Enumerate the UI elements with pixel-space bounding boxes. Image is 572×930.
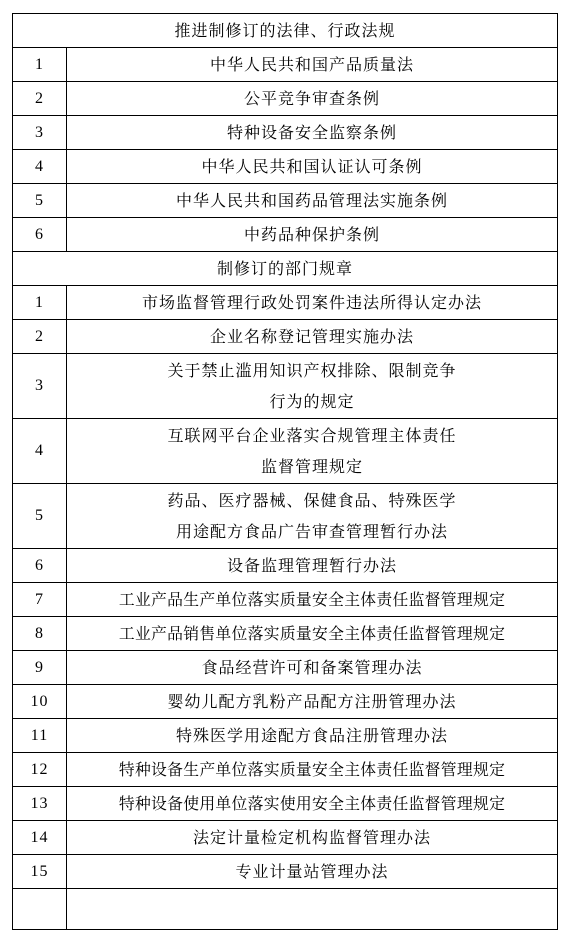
table-row [13, 685, 558, 719]
table-row [13, 821, 558, 855]
row-title-line: 监督管理规定 [261, 457, 364, 476]
row-number: 7 [13, 583, 67, 617]
row-number: 2 [13, 82, 67, 116]
regulations-table [12, 13, 558, 930]
table-row [13, 286, 558, 320]
row-number: 14 [13, 821, 67, 855]
row-number: 5 [13, 184, 67, 218]
row-number: 4 [13, 150, 67, 184]
row-title-line: 用途配方食品广告审查管理暂行办法 [176, 522, 449, 541]
row-title-line: 药品、医疗器械、保健食品、特殊医学 [167, 491, 457, 510]
table-row [13, 320, 558, 354]
row-title-line: 互联网平台企业落实合规管理主体责任 [167, 426, 457, 445]
table-row [13, 617, 558, 651]
row-number: 11 [13, 719, 67, 753]
row-number: 1 [13, 48, 67, 82]
row-number: 5 [13, 484, 67, 549]
row-number [13, 889, 67, 930]
table-row [13, 116, 558, 150]
table-row [13, 218, 558, 252]
row-title [67, 354, 558, 419]
row-number: 3 [13, 116, 67, 150]
table-row [13, 753, 558, 787]
row-title [67, 889, 558, 930]
table-row-partial [13, 889, 558, 930]
row-title: 特种设备生产单位落实质量安全主体责任监督管理规定 [67, 753, 558, 787]
row-title: 工业产品销售单位落实质量安全主体责任监督管理规定 [67, 617, 558, 651]
row-number: 6 [13, 218, 67, 252]
row-number: 4 [13, 419, 67, 484]
row-title: 特种设备安全监察条例 [67, 116, 558, 150]
row-title: 中华人民共和国药品管理法实施条例 [67, 184, 558, 218]
row-title: 市场监督管理行政处罚案件违法所得认定办法 [67, 286, 558, 320]
row-number: 9 [13, 651, 67, 685]
table-row [13, 82, 558, 116]
table-row [13, 48, 558, 82]
row-title: 法定计量检定机构监督管理办法 [67, 821, 558, 855]
table-row [13, 855, 558, 889]
table-row [13, 549, 558, 583]
row-title: 特种设备使用单位落实使用安全主体责任监督管理规定 [67, 787, 558, 821]
row-number: 13 [13, 787, 67, 821]
section-title: 推进制修订的法律、行政法规 [13, 14, 558, 48]
section-title: 制修订的部门规章 [13, 252, 558, 286]
table-row [13, 583, 558, 617]
table-row [13, 719, 558, 753]
table-row [13, 354, 558, 419]
row-number: 15 [13, 855, 67, 889]
row-title: 工业产品生产单位落实质量安全主体责任监督管理规定 [67, 583, 558, 617]
row-title: 公平竞争审查条例 [67, 82, 558, 116]
row-number: 10 [13, 685, 67, 719]
row-title [67, 419, 558, 484]
row-title: 婴幼儿配方乳粉产品配方注册管理办法 [67, 685, 558, 719]
table-row [13, 484, 558, 549]
row-title: 专业计量站管理办法 [67, 855, 558, 889]
row-number: 6 [13, 549, 67, 583]
table-row [13, 150, 558, 184]
table-row [13, 419, 558, 484]
row-number: 2 [13, 320, 67, 354]
row-title: 中华人民共和国认证认可条例 [67, 150, 558, 184]
row-number: 12 [13, 753, 67, 787]
row-title-line: 行为的规定 [269, 392, 355, 411]
row-title: 设备监理管理暂行办法 [67, 549, 558, 583]
row-number: 8 [13, 617, 67, 651]
row-title [67, 484, 558, 549]
section-header-row [13, 252, 558, 286]
table-row [13, 787, 558, 821]
table-row [13, 651, 558, 685]
row-number: 1 [13, 286, 67, 320]
row-title: 企业名称登记管理实施办法 [67, 320, 558, 354]
row-title: 中药品种保护条例 [67, 218, 558, 252]
table-row [13, 184, 558, 218]
row-title: 特殊医学用途配方食品注册管理办法 [67, 719, 558, 753]
section-header-row [13, 14, 558, 48]
row-title: 中华人民共和国产品质量法 [67, 48, 558, 82]
row-title: 食品经营许可和备案管理办法 [67, 651, 558, 685]
row-number: 3 [13, 354, 67, 419]
row-title-line: 关于禁止滥用知识产权排除、限制竞争 [167, 361, 457, 380]
